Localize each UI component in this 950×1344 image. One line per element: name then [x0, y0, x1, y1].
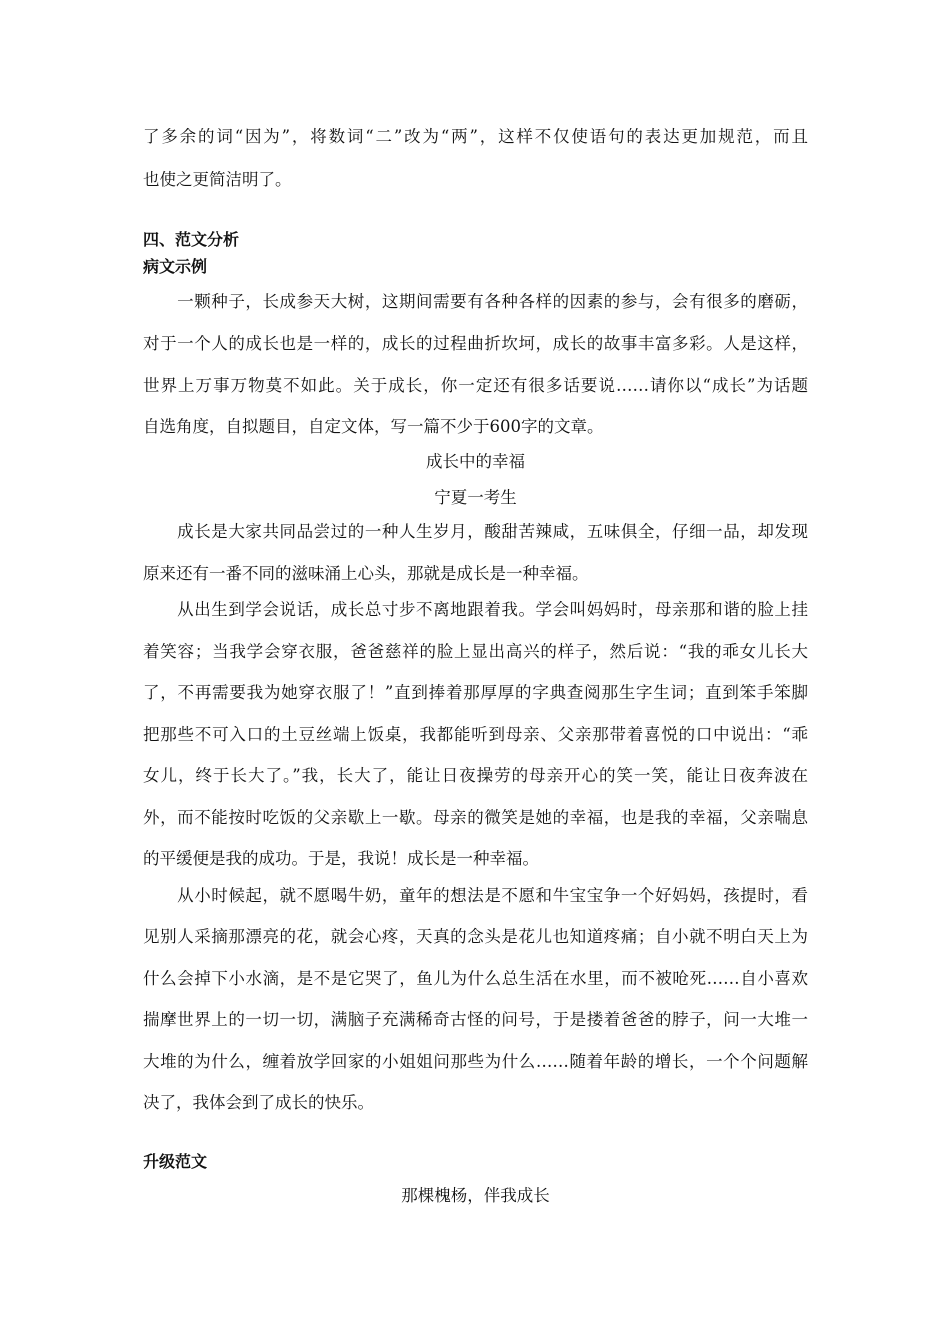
prompt-line-2: 对于一个人的成长也是一样的，成长的过程曲折坎坷，成长的故事丰富多彩。人是这样， — [143, 334, 808, 353]
para2-line-6: 外，而不能按时吃饭的父亲歇上一歇。母亲的微笑是她的幸福，也是我的幸福，父亲喘息 — [143, 808, 808, 827]
para1-line-2: 原来还有一番不同的滋味涌上心头，那就是成长是一种幸福。 — [143, 564, 589, 583]
para2-line-7: 的平缓便是我的成功。于是，我说！成长是一种幸福。 — [143, 849, 539, 868]
para2-line-1: 从出生到学会说话，成长总寸步不离地跟着我。学会叫妈妈时，母亲那和谐的脸上挂 — [143, 600, 808, 619]
para2-line-5: 女儿，终于长大了。”我，长大了，能让日夜操劳的母亲开心的笑一笑，能让日夜奔波在 — [143, 766, 808, 785]
para3-line-1: 从小时候起，就不愿喝牛奶，童年的想法是不愿和牛宝宝争一个好妈妈，孩提时，看 — [143, 886, 808, 905]
para3-line-2: 见别人采摘那漂亮的花，就会心疼，天真的念头是花儿也知道疼痛；自小就不明白天上为 — [143, 927, 808, 946]
para2-line-4: 把那些不可入口的土豆丝端上饭桌，我都能听到母亲、父亲那带着喜悦的口中说出：“乖 — [143, 725, 808, 744]
prompt-line-1: 一颗种子，长成参天大树，这期间需要有各种各样的因素的参与，会有很多的磨砺， — [143, 292, 808, 311]
para2-line-2: 着笑容；当我学会穿衣服，爸爸慈祥的脸上显出高兴的样子，然后说：“我的乖女儿长大 — [143, 642, 808, 661]
para3-line-5: 大堆的为什么，缠着放学回家的小姐姐问那些为什么……随着年龄的增长，一个个问题解 — [143, 1052, 808, 1071]
essay-title: 成长中的幸福 — [426, 452, 525, 471]
essay2-title: 那棵槐杨，伴我成长 — [401, 1186, 550, 1205]
prompt-line-3: 世界上万事万物莫不如此。关于成长，你一定还有很多话要说……请你以“成长”为话题 — [143, 376, 808, 395]
para3-line-6: 决了，我体会到了成长的快乐。 — [143, 1093, 374, 1112]
intro-line-2: 也使之更简洁明了。 — [143, 170, 292, 189]
prompt-line-4: 自选角度，自拟题目，自定文体，写一篇不少于600字的文章。 — [143, 417, 604, 436]
para2-line-3: 了，不再需要我为她穿衣服了！”直到捧着那厚厚的字典查阅那生字生词；直到笨手笨脚 — [143, 683, 808, 702]
para3-line-3: 什么会掉下小水滴，是不是它哭了，鱼儿为什么总生活在水里，而不被呛死……自小喜欢 — [143, 969, 808, 988]
section-heading: 四、范文分析 — [143, 230, 240, 249]
essay-author: 宁夏一考生 — [434, 488, 517, 507]
para1-line-1: 成长是大家共同品尝过的一种人生岁月，酸甜苦辣咸，五味俱全，仔细一品，却发现 — [143, 522, 808, 541]
intro-line-1: 了多余的词“因为”，将数词“二”改为“两”，这样不仅使语句的表达更加规范，而且 — [143, 127, 808, 146]
para3-line-4: 揣摩世界上的一切一切，满脑子充满稀奇古怪的问号，于是搂着爸爸的脖子，问一大堆一 — [143, 1010, 808, 1029]
sub-heading-upgraded-example: 升级范文 — [143, 1152, 208, 1171]
sub-heading-sick-example: 病文示例 — [143, 257, 208, 276]
